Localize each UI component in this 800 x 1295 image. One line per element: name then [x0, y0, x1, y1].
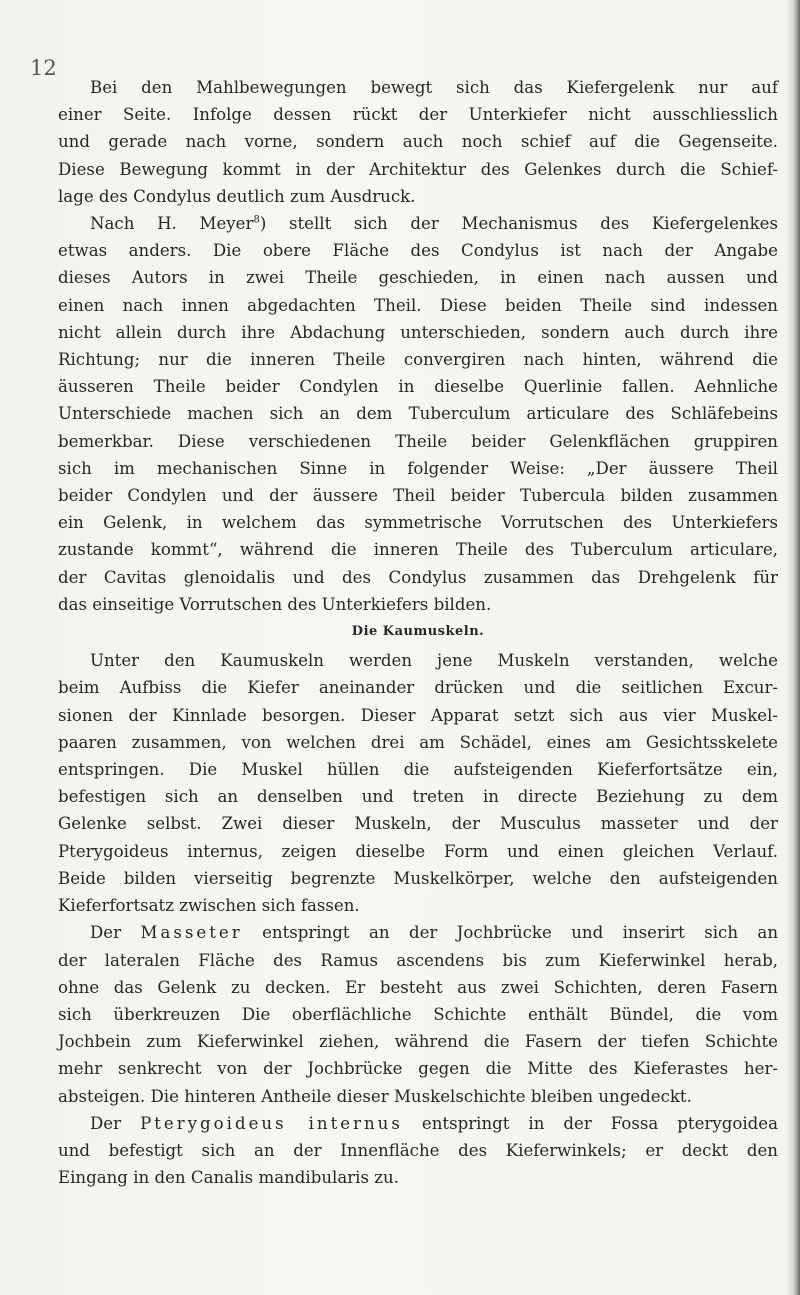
text-line: Unterschiede machen sich an dem Tuberculum articulare des Schläfebeins: [58, 404, 778, 424]
text-line: Eingang in den Canalis mandibularis zu.: [58, 1168, 399, 1188]
text-line: befestigen sich an denselben und treten in directe Beziehung zu dem: [58, 787, 778, 807]
text-fragment: Der: [90, 1113, 122, 1133]
text-line: äusseren Theile beider Condylen in dieselbe Querlinie fallen. Aehnliche: [58, 377, 778, 397]
text-line: Gelenke selbst. Zwei dieser Muskeln, der Musculus masseter und der: [58, 814, 778, 834]
section-heading: Die Kaumuskeln.: [351, 624, 485, 640]
text-line: zustande kommt“, während die inneren Theile des Tuberculum articulare,: [58, 540, 778, 560]
text-line: [58, 1110, 778, 1137]
text-line: ein Gelenk, in welchem das symmetrische Vorrutschen des Unterkiefers: [58, 513, 778, 533]
text-line: Pterygoideus internus, zeigen dieselbe Form und einen gleichen Verlauf.: [58, 841, 778, 861]
text-line: ohne das Gelenk zu decken. Er besteht aus zwei Schichten, deren Fasern: [58, 977, 778, 997]
text-line: sionen der Kinnlade besorgen. Dieser Apparat setzt sich aus vier Muskel-: [58, 705, 778, 725]
text-fragment: entspringt in der Fossa pterygoidea: [421, 1113, 778, 1133]
text-line: Richtung; nur die inneren Theile convergiren nach hinten, während die: [58, 350, 778, 370]
text-line: Unter den Kaumuskeln werden jene Muskeln verstanden, welche: [90, 651, 778, 671]
text-line: Kieferfortsatz zwischen sich fassen.: [58, 896, 360, 916]
text-line: sich überkreuzen Die oberflächliche Schichte enthält Bündel, die vom: [58, 1004, 778, 1024]
text-line: und befestigt sich an der Innenfläche des Kieferwinkels; er deckt den: [58, 1140, 778, 1160]
text-line: absteigen. Die hinteren Antheile dieser Muskelschichte bleiben ungedeckt.: [58, 1086, 692, 1106]
author-reference: Nach H. Meyer: [90, 214, 254, 234]
text-line: sich im mechanischen Sinne in folgender Weise: „Der äussere Theil: [58, 458, 778, 478]
body-text: [58, 74, 778, 1191]
text-fragment: Der: [90, 923, 122, 943]
text-line: beider Condylen und der äussere Theil beider Tubercula bilden zusammen: [58, 486, 778, 506]
muscle-name-masseter: Masseter: [140, 923, 243, 943]
text-line: und gerade nach vorne, sondern auch noch schief auf die Gegenseite.: [58, 132, 778, 152]
text-line: mehr senkrecht von der Jochbrücke gegen die Mitte des Kieferastes her-: [58, 1059, 778, 1079]
text-line: Beide bilden vierseitig begrenzte Muskelkörper, welche den aufsteigenden: [58, 868, 778, 888]
text-fragment: entspringt an der Jochbrücke und inserirt sich an: [262, 923, 779, 943]
text-line: der Cavitas glenoidalis und des Condylus zusammen das Drehgelenk für: [58, 567, 778, 587]
text-line: paaren zusammen, von welchen drei am Schädel, eines am Gesichtsskelete: [58, 732, 778, 752]
footnote-reference: 8: [253, 214, 260, 226]
page-edge-shadow: [786, 0, 800, 1295]
text-line: entspringen. Die Muskel hüllen die aufsteigenden Kieferfortsätze ein,: [58, 760, 778, 780]
text-line: [58, 919, 778, 946]
text-line: Bei den Mahlbewegungen bewegt sich das Kiefergelenk nur auf: [90, 78, 778, 97]
text-fragment: ) stellt sich der Mechanismus des Kiefergelenkes: [259, 214, 778, 234]
text-line: einer Seite. Infolge dessen rückt der Unterkiefer nicht ausschliesslich: [58, 105, 778, 125]
text-line: Diese Bewegung kommt in der Architektur des Gelenkes durch die Schief-: [58, 159, 778, 179]
text-line: der lateralen Fläche des Ramus ascendens bis zum Kieferwinkel herab,: [58, 950, 778, 970]
text-line: etwas anders. Die obere Fläche des Condylus ist nach der Angabe: [58, 241, 778, 261]
page-number: 12: [30, 56, 57, 80]
text-line: [58, 210, 778, 237]
text-line: nicht allein durch ihre Abdachung unterschieden, sondern auch durch ihre: [58, 322, 778, 342]
text-line: bemerkbar. Diese verschiedenen Theile beider Gelenkflächen gruppiren: [58, 431, 778, 451]
text-line: beim Aufbiss die Kiefer aneinander drücken und die seitlichen Excur-: [58, 678, 778, 698]
text-line: lage des Condylus deutlich zum Ausdruck.: [58, 186, 416, 206]
text-line: das einseitige Vorrutschen des Unterkiefers bilden.: [58, 594, 492, 614]
text-line: einen nach innen abgedachten Theil. Diese beiden Theile sind indessen: [58, 295, 778, 315]
text-line: dieses Autors in zwei Theile geschieden, in einen nach aussen und: [58, 268, 778, 288]
muscle-name-pterygoideus: Pterygoideus internus: [140, 1113, 403, 1133]
text-line: Jochbein zum Kieferwinkel ziehen, während die Fasern der tiefen Schichte: [58, 1032, 778, 1052]
